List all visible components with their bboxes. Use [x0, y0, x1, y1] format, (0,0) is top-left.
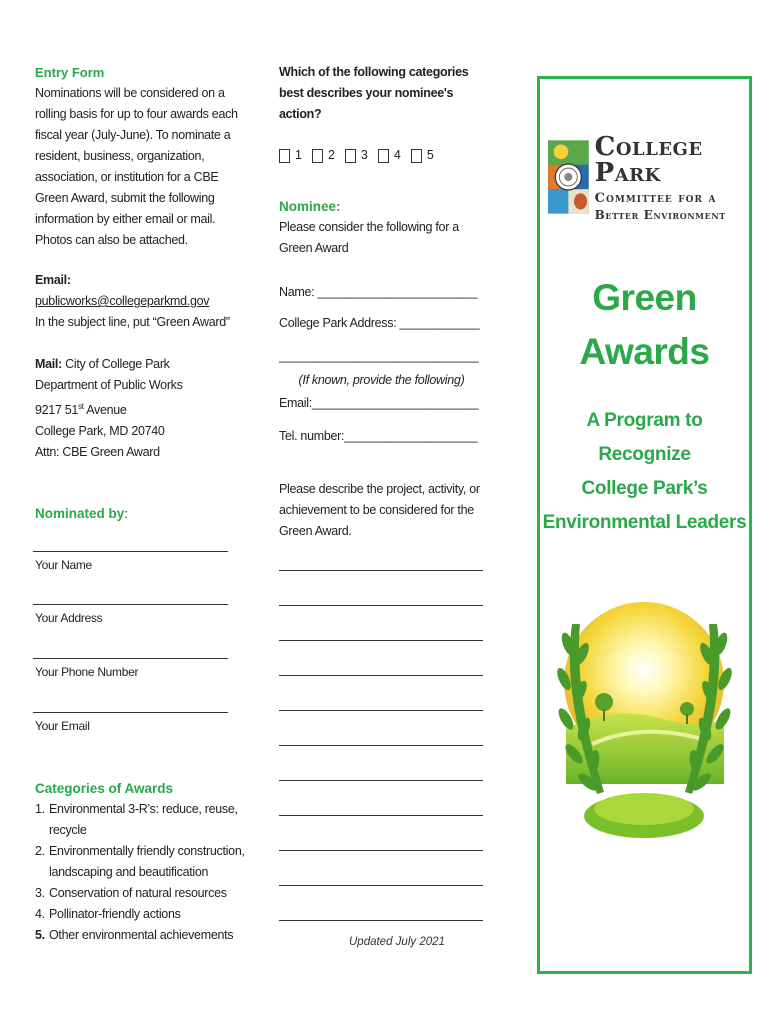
checkbox-icon[interactable] — [345, 149, 356, 163]
college-park-seal-icon — [548, 132, 589, 222]
nominated-by-title: Nominated by — [35, 506, 125, 522]
mail-line2: Department of Public Works — [35, 378, 183, 392]
your-phone-label: Your Phone Number — [35, 665, 139, 680]
categories-title: Categories of Awards — [35, 781, 174, 797]
your-email-line[interactable] — [33, 712, 228, 713]
category-option-5[interactable] — [411, 145, 434, 166]
if-known-note: (If known, provide the following) — [298, 373, 465, 387]
checkbox-icon[interactable] — [279, 149, 290, 163]
subtitle-line1: A Program to Recognize — [586, 410, 703, 465]
email-link[interactable]: publicworks@collegeparkmd.gov — [35, 294, 210, 308]
program-subtitle — [540, 404, 749, 540]
subtitle-line2: College Park’s — [581, 478, 708, 499]
checkbox-icon[interactable] — [312, 149, 323, 163]
email-label: Email: — [35, 273, 71, 287]
nominated-by-heading: Nominated by: — [35, 506, 128, 522]
your-name-label: Your Name — [35, 558, 92, 573]
nominee-address-field[interactable]: College Park Address: ____________ — [279, 316, 480, 330]
your-address-label: Your Address — [35, 611, 103, 626]
logo-line2: Committee for a — [594, 190, 717, 206]
checkbox-icon[interactable] — [378, 149, 389, 163]
mail-line5: Attn: CBE Green Award — [35, 445, 160, 460]
category-options — [279, 145, 494, 166]
entry-form-body: Nominations will be considered on a rolling basis for up to four awards each fiscal year (July-June). To nominate a resident, business, organization, association, or institution for a CBE Green Award, submit the following information by either email or mail. Photos can also be attached. — [35, 86, 238, 247]
logo-line3: Better Environment — [594, 207, 726, 222]
category-item: 3. Conservation of natural resources — [35, 886, 227, 901]
nominee-column — [279, 62, 494, 921]
your-phone-line[interactable] — [33, 658, 228, 659]
nominee-email-field[interactable]: Email:_________________________ — [279, 396, 479, 410]
title-line1: Green — [592, 277, 697, 318]
describe-line[interactable] — [279, 675, 483, 676]
mail-line4: College Park, MD 20740 — [35, 424, 165, 439]
checkbox-icon[interactable] — [411, 149, 422, 163]
describe-line[interactable] — [279, 850, 483, 851]
your-email-label: Your Email — [35, 719, 90, 734]
describe-prompt: Please describe the project, activity, or achievement to be considered for the Green Award. — [279, 482, 480, 538]
option-label: 2 — [327, 148, 335, 162]
describe-line[interactable] — [279, 605, 483, 606]
option-label: 3 — [360, 148, 368, 162]
email-subject-line: In the subject line, put “Green Award” — [35, 315, 230, 329]
title-line2: Awards — [579, 331, 710, 372]
cover-panel — [537, 76, 752, 974]
describe-line[interactable] — [279, 745, 483, 746]
option-label: 4 — [393, 148, 401, 162]
nominee-name-field[interactable]: Name: ________________________ — [279, 285, 478, 299]
subtitle-line3: Environmental Leaders — [542, 512, 747, 533]
category-option-2[interactable] — [312, 145, 335, 166]
category-option-1[interactable] — [279, 145, 302, 166]
your-name-line[interactable] — [33, 551, 228, 552]
category-item: 5. Other environmental achievements — [35, 928, 234, 943]
describe-line[interactable] — [279, 710, 483, 711]
green-awards-title — [540, 271, 749, 379]
logo-text — [594, 131, 744, 222]
mail-line1: City of College Park — [65, 357, 170, 371]
your-address-line[interactable] — [33, 604, 228, 605]
category-item: 2. Environmentally friendly construction, landscaping and beautification — [35, 844, 245, 880]
option-label: 1 — [295, 148, 302, 162]
category-option-3[interactable] — [345, 145, 368, 166]
entry-form-title: Entry Form — [35, 65, 105, 80]
logo-line1: College Park — [594, 131, 703, 188]
describe-line[interactable] — [279, 885, 483, 886]
category-item: 1. Environmental 3-R’s: reduce, reuse, recycle — [35, 802, 238, 838]
nominee-tel-field[interactable]: Tel. number:____________________ — [279, 429, 478, 443]
entry-form-column — [35, 62, 245, 946]
nominee-title: Nominee: — [279, 199, 341, 214]
mail-info — [35, 354, 245, 463]
category-question: Which of the following categories best describes your nominee's action? — [279, 65, 469, 121]
email-info — [35, 270, 245, 312]
mail-label: Mail: — [35, 357, 62, 371]
nominee-address-line2[interactable]: ______________________________ — [279, 349, 479, 363]
describe-line[interactable] — [279, 570, 483, 571]
describe-line[interactable] — [279, 780, 483, 781]
option-label: 5 — [426, 148, 434, 162]
category-option-4[interactable] — [378, 145, 401, 166]
describe-lines — [279, 570, 494, 921]
category-item: 4. Pollinator-friendly actions — [35, 907, 181, 922]
describe-line[interactable] — [279, 920, 483, 921]
updated-note: Updated July 2021 — [349, 936, 445, 948]
describe-line[interactable] — [279, 815, 483, 816]
nominee-body: Please consider the following for a Green Award — [279, 220, 459, 255]
cpcbe-logo — [548, 127, 744, 227]
mail-line3: 9217 51st Avenue — [35, 402, 127, 418]
describe-line[interactable] — [279, 640, 483, 641]
categories-list — [35, 799, 245, 946]
sun-laurel-landscape-icon — [552, 554, 737, 854]
